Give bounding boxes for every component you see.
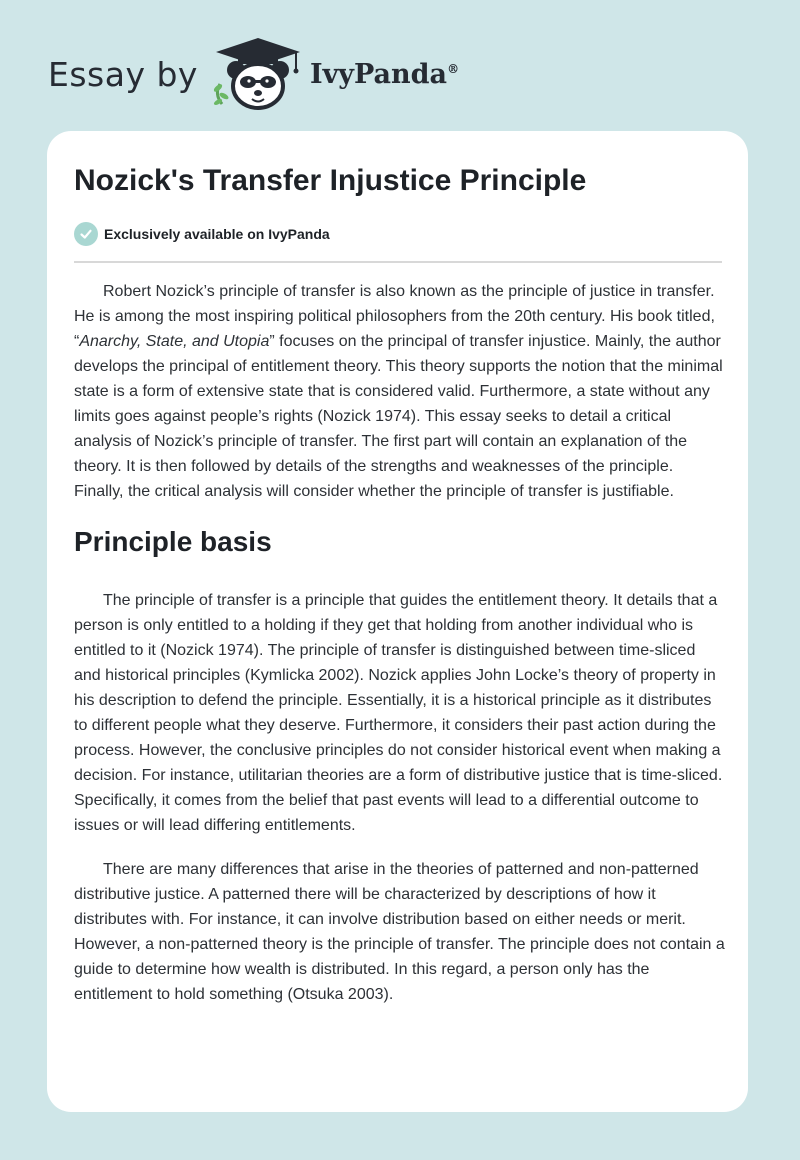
intro-paragraph: Robert Nozick’s principle of transfer is also known as the principle of justice in transfer. He is among the most inspiring political philosophers from the 20th century. His book titled, “Anarchy, State, and Utopia” focuses on the principal of transfer injustice. Mainly, the author develops the principal of entitlement theory. This theory supports the notion that the minimal state is a form of extensive state that is considered valid. Furthermore, a state without any limits goes against people’s rights (Nozick 1974). This essay seeks to detail a critical analysis of Nozick’s principle of transfer. The first part will contain an explanation of the theory. It is then followed by details of the strengths and weaknesses of the principle. Finally, the critical analysis will consider whether the principle of transfer is justifiable. [74,283,723,500]
section-heading: Principle basis [74,526,272,557]
body-paragraph: There are many differences that arise in the theories of patterned and non-patterned distributive justice. A patterned there will be characterized by descriptions of how it distributes with. For instance, it can involve distribution based on either needs or merit. However, a non-patterned theory is the principle of transfer. The principle does not contain a guide to determine how wealth is distributed. In this regard, a person only has the entitlement to hold something (Otsuka 2003). [74,861,725,1003]
divider [74,261,722,263]
brand-prefix: Essay by [48,54,198,94]
panda-graduate-logo [212,36,304,112]
badge-label: Exclusively available on IvyPanda [104,226,330,242]
body-paragraph: The principle of transfer is a principle that guides the entitlement theory. It details that a person is only entitled to a holding if they get that holding from another individual who is entitled to it (Nozick 1974). The principle of transfer is distinguished between time-sliced and historical principles (Kymlicka 2002). Nozick applies John Locke’s theory of property in his description to defend the principle. Essentially, it is a historical principle as it distributes to different people what they deserve. Furthermore, it considers their past action during the process. However, the conclusive principles do not consider historical event when making a decision. For instance, utilitarian theories are a form of distributive justice that is time-sliced. Specifically, it comes from the belief that past events will lead to a differential outcome to issues or will lead differing entitlements. [74,592,723,834]
page-title: Nozick's Transfer Injustice Principle [74,164,587,197]
brand-header [48,34,459,114]
check-icon [74,222,98,246]
essay-card [47,131,748,1112]
brand-name: IvyPanda® [309,58,460,90]
exclusive-badge [74,222,330,246]
essay-body [74,279,726,1026]
